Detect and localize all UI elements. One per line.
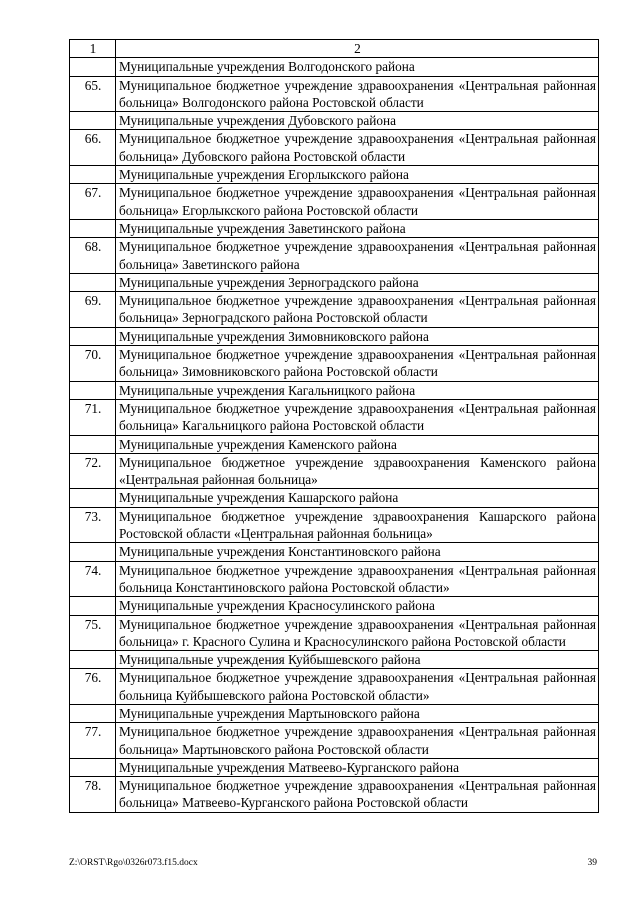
row-number-cell-empty [70,327,116,345]
row-number: 72. [70,453,116,489]
group-title: Муниципальные учреждения Красносулинского района [116,597,599,615]
institution-name: Муниципальное бюджетное учреждение здравоохранения «Центральная районная больница» Зимовниковского района Ростовской области [116,346,599,382]
group-header-row [70,597,599,615]
group-title: Муниципальные учреждения Матвеево-Курганского района [116,758,599,776]
row-number: 75. [70,615,116,651]
group-header-row [70,58,599,76]
institution-row [70,723,599,759]
institution-name: Муниципальное бюджетное учреждение здравоохранения Кашарского района Ростовской области «Центральная районная больница» [116,507,599,543]
row-number: 65. [70,76,116,112]
group-header-row [70,166,599,184]
institution-name: Муниципальное бюджетное учреждение здравоохранения «Центральная районная больница Константиновского района Ростовской области» [116,561,599,597]
institution-name: Муниципальное бюджетное учреждение здравоохранения Каменского района «Центральная районная больница» [116,453,599,489]
row-number: 74. [70,561,116,597]
group-header-row [70,273,599,291]
group-title: Муниципальные учреждения Константиновского района [116,543,599,561]
table-header-row [70,40,599,58]
group-header-row [70,758,599,776]
group-title: Муниципальные учреждения Егорлыкского района [116,166,599,184]
row-number: 76. [70,669,116,705]
group-header-row [70,112,599,130]
institution-row [70,669,599,705]
institution-row [70,184,599,220]
row-number-cell-empty [70,543,116,561]
row-number-cell-empty [70,112,116,130]
header-col-1: 1 [70,40,116,58]
institution-row [70,453,599,489]
row-number: 71. [70,399,116,435]
group-header-row [70,327,599,345]
institution-name: Муниципальное бюджетное учреждение здравоохранения «Центральная районная больница» г. Красного Сулина и Красносулинского района Ростовской области [116,615,599,651]
group-title: Муниципальные учреждения Дубовского района [116,112,599,130]
group-header-row [70,489,599,507]
row-number: 68. [70,238,116,274]
institution-row [70,292,599,328]
row-number-cell-empty [70,435,116,453]
row-number-cell-empty [70,273,116,291]
row-number: 73. [70,507,116,543]
row-number-cell-empty [70,651,116,669]
institution-name: Муниципальное бюджетное учреждение здравоохранения «Центральная районная больница» Мартыновского района Ростовской области [116,723,599,759]
institution-row [70,76,599,112]
row-number: 78. [70,777,116,813]
institution-row [70,346,599,382]
institution-row [70,399,599,435]
footer-file-path: Z:\ORST\Rgo\0326r073.f15.docx [69,858,198,868]
row-number-cell-empty [70,704,116,722]
institutions-table [69,39,599,813]
group-header-row [70,704,599,722]
institution-row [70,777,599,813]
group-header-row [70,543,599,561]
group-header-row [70,219,599,237]
group-title: Муниципальные учреждения Зерноградского района [116,273,599,291]
group-header-row [70,381,599,399]
institution-row [70,238,599,274]
row-number: 67. [70,184,116,220]
group-title: Муниципальные учреждения Каменского района [116,435,599,453]
institution-name: Муниципальное бюджетное учреждение здравоохранения «Центральная районная больница» Кагальницкого района Ростовской области [116,399,599,435]
row-number-cell-empty [70,597,116,615]
group-title: Муниципальные учреждения Зимовниковского района [116,327,599,345]
footer-page-number: 39 [587,858,597,868]
row-number-cell-empty [70,489,116,507]
institution-name: Муниципальное бюджетное учреждение здравоохранения «Центральная районная больница Куйбышевского района Ростовской области» [116,669,599,705]
row-number-cell-empty [70,166,116,184]
institution-row [70,615,599,651]
row-number-cell-empty [70,219,116,237]
row-number: 77. [70,723,116,759]
group-title: Муниципальные учреждения Волгодонского района [116,58,599,76]
row-number: 69. [70,292,116,328]
institution-name: Муниципальное бюджетное учреждение здравоохранения «Центральная районная больница» Егорлыкского района Ростовской области [116,184,599,220]
group-title: Муниципальные учреждения Заветинского района [116,219,599,237]
row-number-cell-empty [70,758,116,776]
institution-name: Муниципальное бюджетное учреждение здравоохранения «Центральная районная больница» Дубовского района Ростовской области [116,130,599,166]
group-header-row [70,651,599,669]
group-title: Муниципальные учреждения Куйбышевского района [116,651,599,669]
table-body [70,40,599,813]
row-number: 66. [70,130,116,166]
institution-row [70,130,599,166]
institution-row [70,561,599,597]
group-title: Муниципальные учреждения Мартыновского района [116,704,599,722]
group-title: Муниципальные учреждения Кагальницкого района [116,381,599,399]
group-title: Муниципальные учреждения Кашарского района [116,489,599,507]
group-header-row [70,435,599,453]
institution-name: Муниципальное бюджетное учреждение здравоохранения «Центральная районная больница» Матвеево-Курганского района Ростовской области [116,777,599,813]
institution-name: Муниципальное бюджетное учреждение здравоохранения «Центральная районная больница» Волгодонского района Ростовской области [116,76,599,112]
institution-name: Муниципальное бюджетное учреждение здравоохранения «Центральная районная больница» Зерноградского района Ростовской области [116,292,599,328]
institution-row [70,507,599,543]
row-number-cell-empty [70,58,116,76]
header-col-2: 2 [116,40,599,58]
row-number-cell-empty [70,381,116,399]
row-number: 70. [70,346,116,382]
institution-name: Муниципальное бюджетное учреждение здравоохранения «Центральная районная больница» Заветинского района [116,238,599,274]
